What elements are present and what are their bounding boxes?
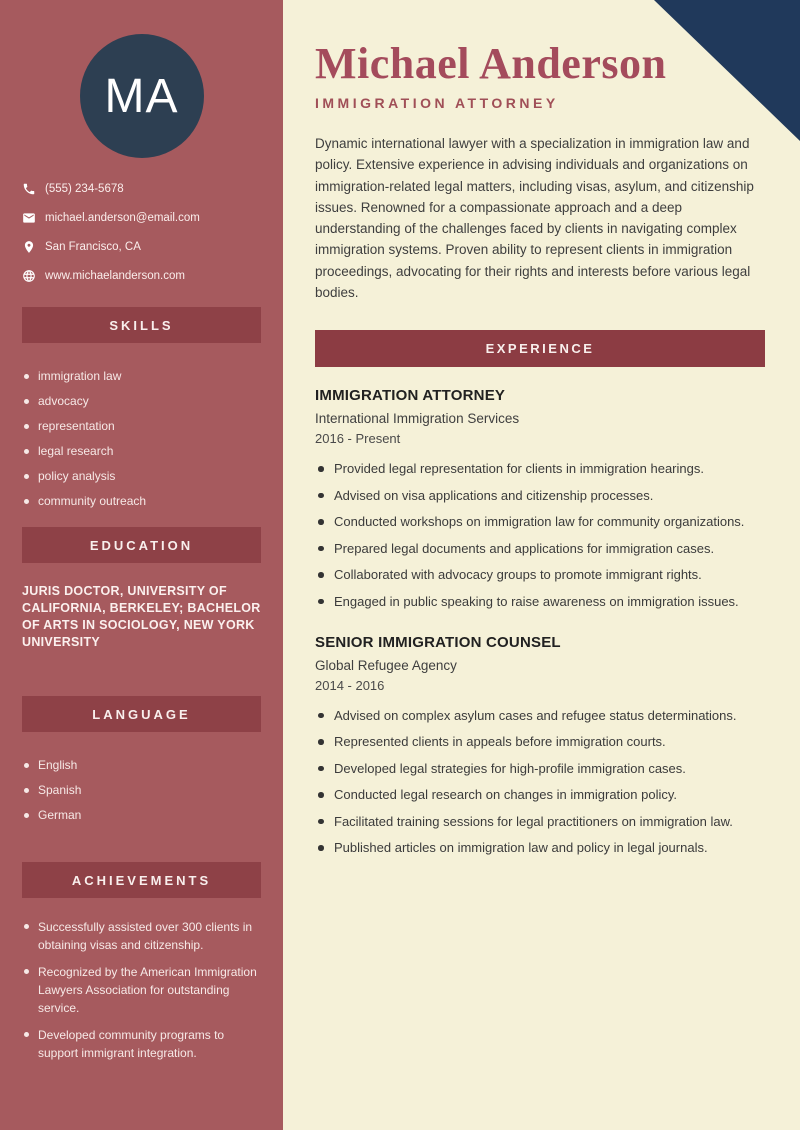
website-text: www.michaelanderson.com [45,270,185,282]
avatar-initials: MA [104,69,179,123]
skill-item: legal research [24,444,283,458]
achievements-section-header [22,862,261,898]
job-company: Global Refugee Agency [315,657,457,673]
job-bullet: Represented clients in appeals before immigration courts. [315,734,765,749]
location-text: San Francisco, CA [45,241,141,253]
job-bullet: Advised on visa applications and citizenship processes. [315,488,765,503]
job-bullet-list [315,708,765,856]
job-title: SENIOR IMMIGRATION COUNSEL [315,633,561,651]
location-icon [22,240,36,254]
job-bullet: Facilitated training sessions for legal practitioners on immigration law. [315,814,765,829]
experience-section-header [315,330,765,367]
avatar [80,34,204,158]
achievements-list [24,918,263,1062]
skills-title: SKILLS [109,317,174,333]
language-list [24,758,283,822]
job-bullet: Developed legal strategies for high-profile immigration cases. [315,761,765,776]
summary-paragraph: Dynamic international lawyer with a specialization in immigration law and policy. Extensive experience in advising individuals and organizations on immigration-related legal matters, including visas, asylum, and citizenship issues. Renowned for a compassionate approach and a deep understanding of the challenges faced by clients in navigating complex immigration systems. Proven ability to represent clients in immigration proceedings, advocating for their rights and interests before various legal bodies. [315,136,754,301]
experience-title: EXPERIENCE [485,341,595,357]
job-bullet: Advised on complex asylum cases and refugee status determinations. [315,708,765,723]
job-bullet: Prepared legal documents and applications for immigration cases. [315,541,765,556]
education-text: JURIS DOCTOR, UNIVERSITY OF CALIFORNIA, BERKELEY; BACHELOR OF ARTS IN SOCIOLOGY, NEW YORK UNIVERSITY [22,584,261,649]
job-bullet-list [315,461,765,609]
job-entry [315,387,765,609]
job-bullet: Published articles on immigration law and policy in legal journals. [315,840,765,855]
job-bullet: Conducted workshops on immigration law for community organizations. [315,514,765,529]
globe-icon [22,269,36,283]
skills-list [24,369,283,508]
job-company: International Immigration Services [315,411,520,427]
contact-location [22,240,283,254]
skills-section-header [22,307,261,343]
contact-website [22,269,283,283]
phone-text: (555) 234-5678 [45,183,124,195]
language-item: Spanish [24,783,283,797]
contact-email [22,211,283,225]
job-bullet: Collaborated with advocacy groups to promote immigrant rights. [315,567,765,582]
phone-icon [22,182,36,196]
skill-item: representation [24,419,283,433]
achievement-item: Successfully assisted over 300 clients in obtaining visas and citizenship. [24,918,263,954]
language-title: LANGUAGE [92,706,191,722]
main-content [283,0,800,1130]
skill-item: community outreach [24,494,283,508]
skill-item: advocacy [24,394,283,408]
achievement-item: Developed community programs to support immigrant integration. [24,1026,263,1062]
job-bullet: Engaged in public speaking to raise awareness on immigration issues. [315,594,765,609]
email-text: michael.anderson@email.com [45,212,200,224]
language-section-header [22,696,261,732]
education-section-header [22,527,261,563]
skill-item: policy analysis [24,469,283,483]
professional-title: IMMIGRATION ATTORNEY [315,95,559,111]
achievement-item: Recognized by the American Immigration Lawyers Association for outstanding service. [24,963,263,1017]
job-bullet: Provided legal representation for clients in immigration hearings. [315,461,765,476]
contact-phone [22,182,283,196]
job-title: IMMIGRATION ATTORNEY [315,387,506,405]
skill-item: immigration law [24,369,283,383]
job-dates: 2016 - Present [315,431,401,447]
achievements-title: ACHIEVEMENTS [71,872,212,888]
job-dates: 2014 - 2016 [315,677,385,693]
email-icon [22,211,36,225]
job-bullet: Conducted legal research on changes in immigration policy. [315,787,765,802]
page-title: Michael Anderson [315,39,667,88]
education-title: EDUCATION [89,537,194,553]
contact-section [22,182,283,283]
sidebar [0,0,283,1130]
language-item: German [24,808,283,822]
job-entry [315,634,765,856]
language-item: English [24,758,283,772]
